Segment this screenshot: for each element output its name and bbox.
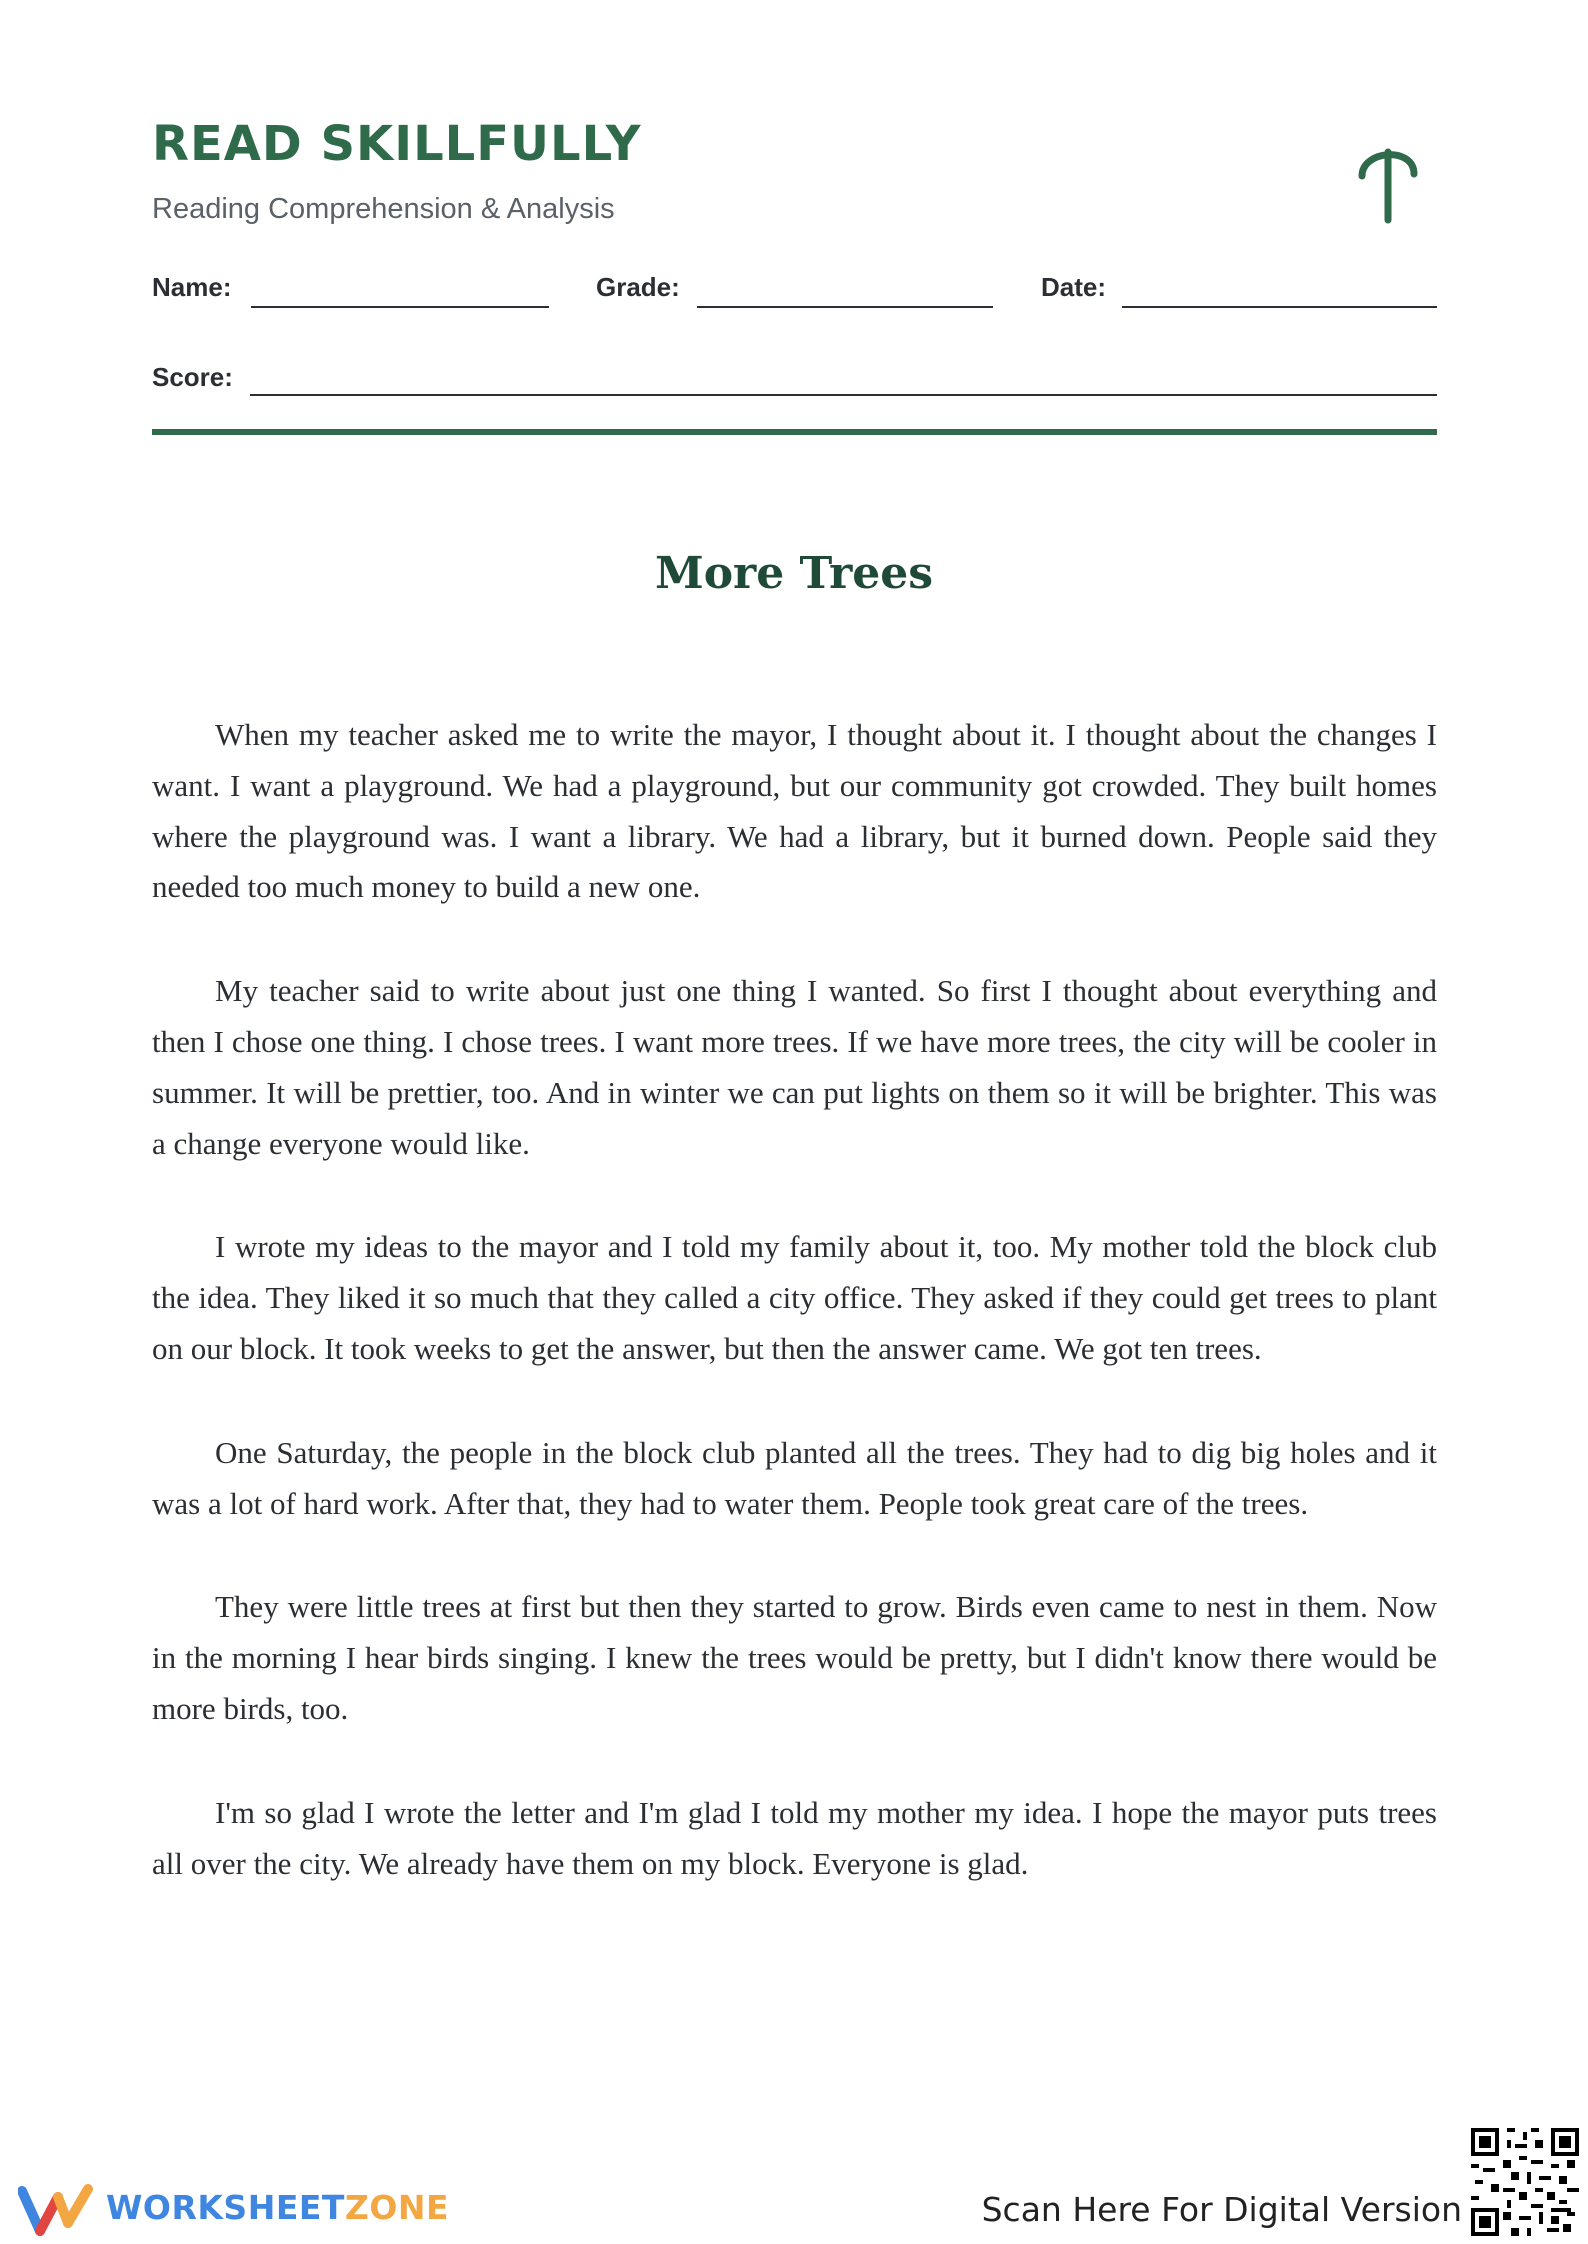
worksheet-subtitle: Reading Comprehension & Analysis (152, 193, 615, 225)
sprout-icon (1356, 140, 1420, 224)
story-title: More Trees (654, 548, 934, 599)
story-paragraph: I'm so glad I wrote the letter and I'm glad I told my mother my idea. I hope the mayor puts trees all over the city. We already have them on my block. Everyone is glad. (152, 1794, 1437, 1881)
worksheet-title: READ SKILLFULLY (152, 116, 642, 172)
story-paragraph: I wrote my ideas to the mayor and I told my family about it, too. My mother told the block club the idea. They liked it so much that they called a city office. They asked if they could get trees to plant on our block. It took weeks to get the answer, but then the answer came. We got ten trees. (152, 1229, 1437, 1366)
score-label: Score: (152, 362, 233, 392)
story-paragraph: When my teacher asked me to write the mayor, I thought about it. I thought about the changes I want. I want a playground. We had a playground, but our community got crowded. They built homes where the playground was. I want a library. We had a library, but it burned down. People said they needed too much money to build a new one. (152, 717, 1437, 905)
grade-field[interactable] (697, 306, 993, 308)
story-paragraph: They were little trees at first but then they started to grow. Birds even came to nest in them. Now in the morning I hear birds singing. I knew the trees would be pretty, but I didn't know there would be more birds, too. (152, 1589, 1437, 1726)
scan-instruction: Scan Here For Digital Version (981, 2190, 1462, 2229)
story-paragraph: My teacher said to write about just one thing I wanted. So first I thought about everything and then I chose one thing. I chose trees. I want more trees. If we have more trees, the city will be cooler in summer. It will be prettier, too. And in winter we can put lights on them so it will be brighter. This was a change everyone would like. (152, 973, 1437, 1161)
score-field[interactable] (250, 394, 1437, 396)
name-label: Name: (152, 272, 232, 302)
brand-name-part2: ZONE (344, 2188, 450, 2227)
story-paragraph: One Saturday, the people in the block club planted all the trees. They had to dig big holes and it was a lot of hard work. After that, they had to water them. People took great care of the trees. (152, 1434, 1437, 1521)
date-label: Date: (1041, 272, 1107, 302)
name-field[interactable] (251, 306, 549, 308)
brand-name-part1: WORKSHEET (106, 2188, 345, 2227)
header-divider (152, 429, 1437, 435)
worksheetzone-logo-icon (18, 2183, 93, 2237)
date-field[interactable] (1122, 306, 1437, 308)
grade-label: Grade: (596, 272, 680, 302)
brand-name[interactable] (106, 2188, 449, 2227)
story-body (152, 710, 1437, 1942)
qr-code-icon[interactable] (1471, 2128, 1579, 2236)
